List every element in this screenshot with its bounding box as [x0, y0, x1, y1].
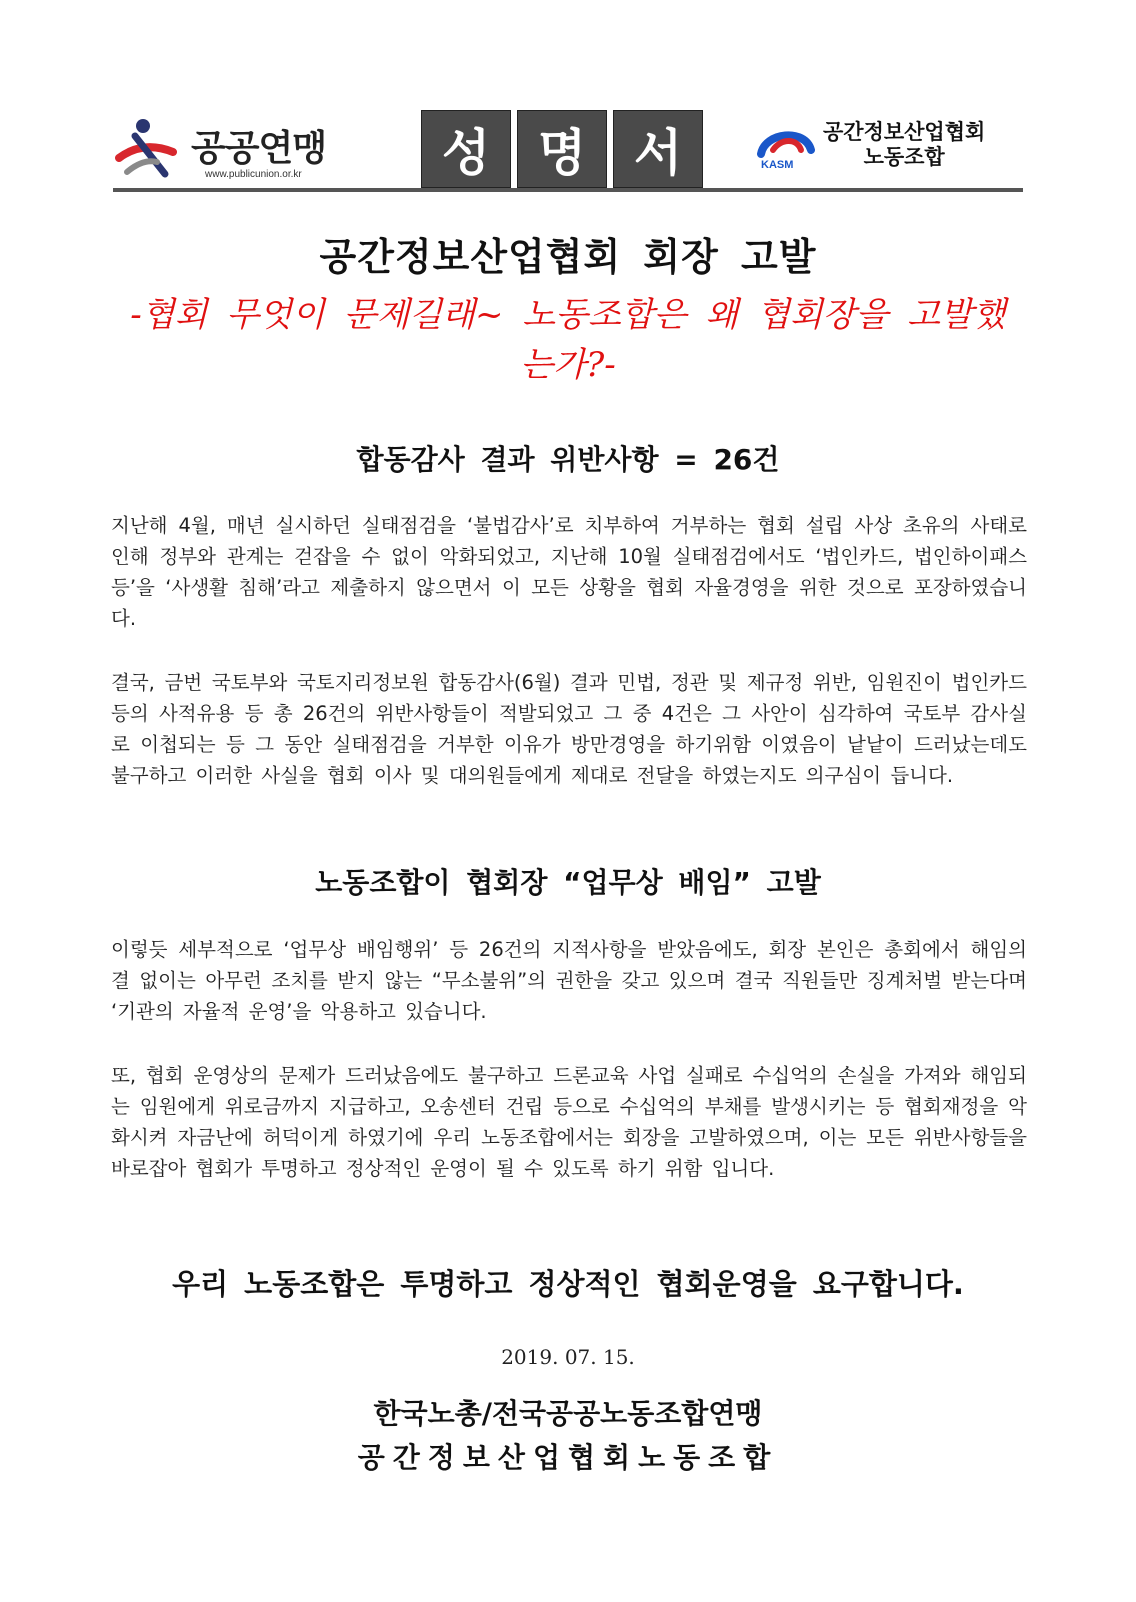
kasm-badge-text: KASM: [761, 159, 794, 171]
signature-union: 공간정보산업협회노동조합: [357, 1441, 779, 1474]
section2-paragraph-1: 이렇듯 세부적으로 ‘업무상 배임행위’ 등 26건의 지적사항을 받았음에도, 회장 본인은 총회에서 해임의결 없이는 아무런 조치를 받지 않는 “무소불위”의 권한을 갖고 있으며 결국 직원들만 징계처벌 받는다며 ‘기관의 자율적 운영’을 악용하고 있습니다.: [111, 938, 1027, 1023]
section1-paragraph-1: 지난해 4월, 매년 실시하던 실태점검을 ‘불법감사’로 치부하여 거부하는 협회 설립 사상 초유의 사태로 인해 정부와 관계는 걷잡을 수 없이 악화되었고, 지난해 10월 실태점검에서도 ‘법인카드, 법인하이패스 등’을 ‘사생활 침해’라고 제출하지 않으면서 이 모든 상황을 협회 자율경영을 위한 것으로 포장하였습니다.: [111, 514, 1027, 630]
document-header: [113, 110, 1023, 190]
publicunion-logo-url: www.publicunion.or.kr: [205, 169, 302, 180]
publicunion-logo-icon: [113, 116, 193, 186]
kasm-union-logo: [753, 120, 1023, 184]
kasm-union-name: [823, 120, 985, 170]
kasm-logo-icon: [753, 124, 817, 180]
kasm-union-name-line2: 노동조합: [863, 145, 945, 169]
title-char-1: 성: [421, 110, 511, 188]
section1-paragraph-2: 결국, 금번 국토부와 국토지리정보원 합동감사(6월) 결과 민법, 정관 및 제규정 위반, 임원진이 법인카드 등의 사적유용 등 총 26건의 위반사항들이 적발되었고 그 중 4건은 그 사안이 심각하여 국토부 감사실로 이첩되는 등 그 동안 실태점검을 거부한 이유가 방만경영을 하기위함 이였음이 낱낱이 드러났는데도 불구하고 이러한 사실을 협회 이사 및 대의원들에게 제대로 전달을 하였는지도 의구심이 듭니다.: [111, 671, 1027, 787]
document-title: 공간정보산업협회 회장 고발: [319, 235, 817, 279]
title-char-2: 명: [517, 110, 607, 188]
publicunion-logo-name: 공공연맹: [191, 128, 327, 169]
section2-paragraph-2: 또, 협회 운영상의 문제가 드러났음에도 불구하고 드론교육 사업 실패로 수십억의 손실을 가져와 해임되는 임원에게 위로금까지 지급하고, 오송센터 건립 등으로 수십억의 부채를 발생시키는 등 협회재정을 악화시켜 자금난에 허덕이게 하였기에 우리 노동조합에서는 회장을 고발하였으며, 이는 모든 위반사항들을 바로잡아 협회가 투명하고 정상적인 운영이 될 수 있도록 하기 위함 입니다.: [111, 1064, 1027, 1180]
publicunion-logo: [113, 116, 353, 186]
document-subtitle: -협회 무엇이 문제길래~ 노동조합은 왜 협회장을 고발했는가?-: [130, 295, 1006, 385]
section2-heading: 노동조합이 협회장 “업무상 배임” 고발: [315, 866, 821, 899]
closing-statement: 우리 노동조합은 투명하고 정상적인 협회운영을 요구합니다.: [172, 1267, 964, 1301]
header-divider: [113, 188, 1023, 192]
section1-heading: 합동감사 결과 위반사항 = 26건: [356, 443, 780, 476]
title-char-3: 서: [613, 110, 703, 188]
document-date: 2019. 07. 15.: [501, 1345, 635, 1369]
kasm-union-name-line1: 공간정보산업협회: [823, 120, 986, 144]
statement-title-boxes: [421, 110, 709, 188]
signature-federation: 한국노총/전국공공노동조합연맹: [373, 1397, 763, 1430]
